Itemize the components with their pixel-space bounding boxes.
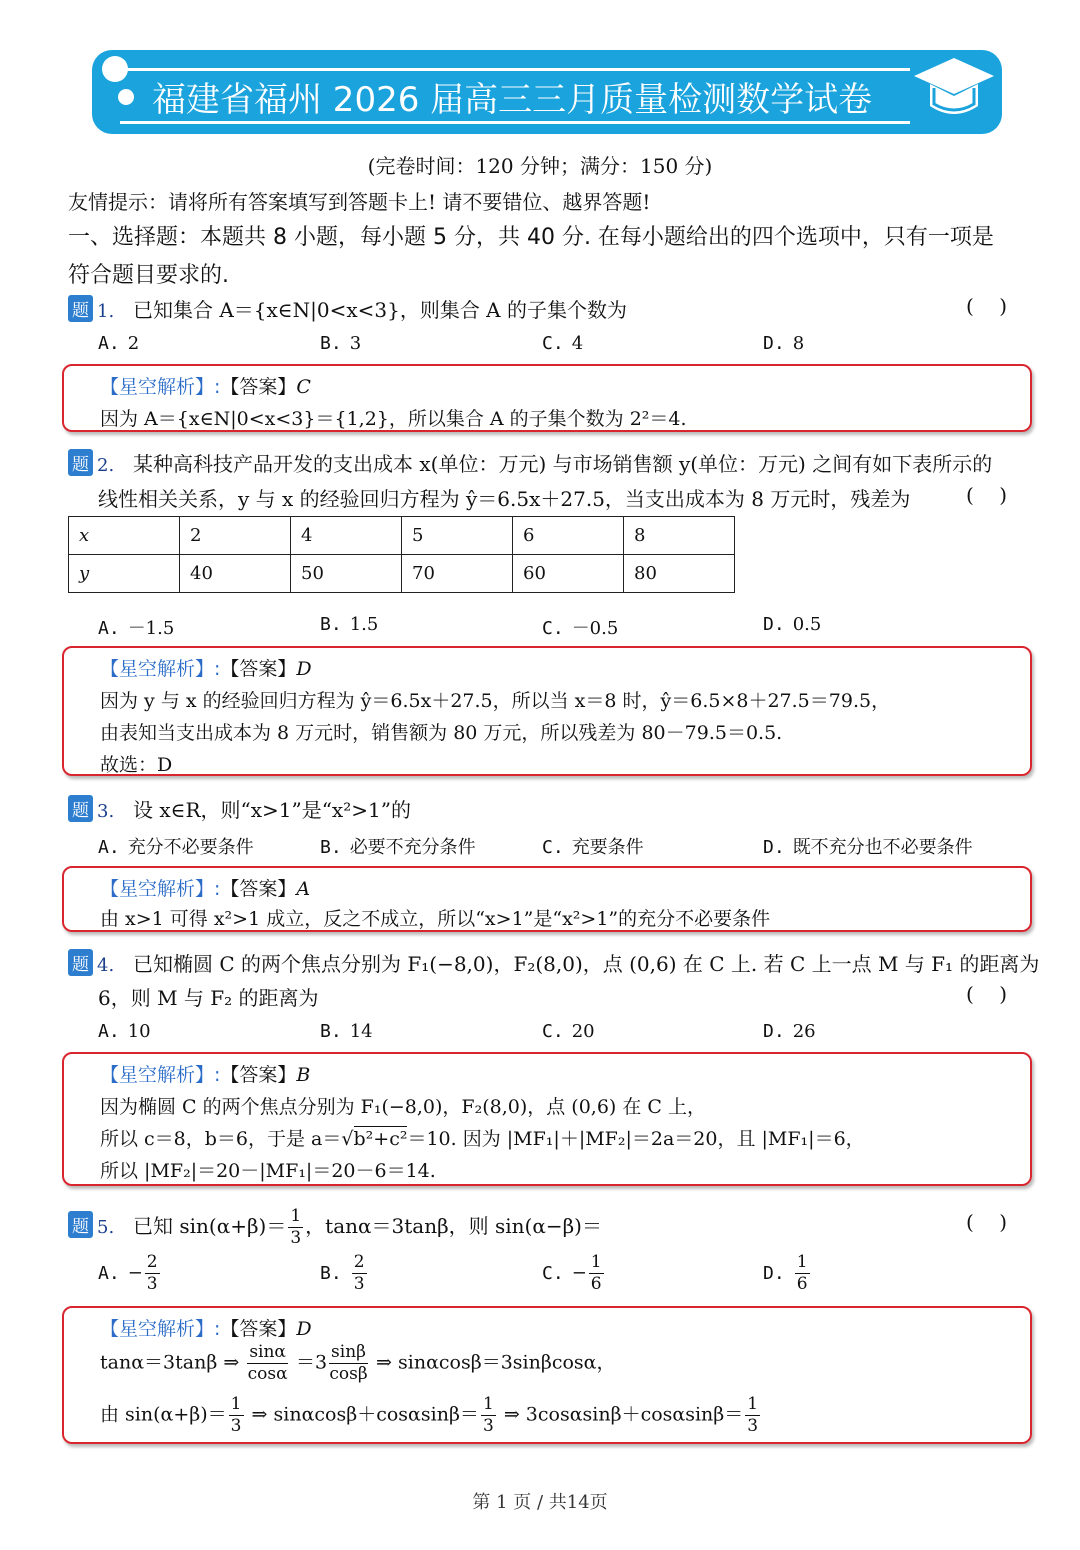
option-b: B. 必要不充分条件 — [320, 837, 476, 858]
table-row — [69, 517, 735, 555]
section-heading: 一、选择题：本题共 8 小题，每小题 5 分，共 40 分. 在每小题给出的四个选项中，只有一项是 — [68, 225, 994, 250]
option-b: B. $\frac{2}{3}$ — [320, 1252, 365, 1294]
title-banner — [92, 50, 1002, 134]
solution-line: 因为 A＝{x∈N|0<x<3}＝{1,2}，所以集合 A 的子集个数为 2²＝4. — [100, 408, 687, 430]
solution-header: 【星空解析】:【答案】B — [100, 1064, 311, 1086]
section-heading-cont: 符合题目要求的. — [68, 263, 229, 288]
solution-line: 由表知当支出成本为 8 万元时，销售额为 80 万元，所以残差为 80－79.5＝0.5. — [100, 722, 783, 744]
exam-info: (完卷时间：120 分钟；满分：150 分) — [367, 154, 713, 178]
table-cell: y — [69, 555, 180, 593]
banner-dot — [102, 56, 128, 82]
question-number: 3. — [97, 801, 115, 822]
banner-line — [120, 121, 910, 124]
option-a: A. 10 — [98, 1021, 151, 1042]
question-number: 4. — [97, 955, 115, 976]
option-a: A. 充分不必要条件 — [98, 837, 254, 858]
option-c: C. 充要条件 — [542, 837, 644, 858]
solution-line: 由 x>1 可得 x²>1 成立，反之不成立，所以“x>1”是“x²>1”的充分不必要条件 — [100, 908, 771, 930]
table-cell: 50 — [291, 555, 402, 593]
solution-line: 所以 c＝8，b＝6，于是 a＝√b²+c²＝10. 因为 |MF₁|＋|MF₂|＝2a＝20，且 |MF₁|＝6， — [100, 1128, 865, 1150]
question-4 — [68, 948, 1039, 977]
solution-box — [62, 646, 1032, 776]
solution-box — [62, 866, 1032, 932]
option-c: C. − $\frac{1}{6}$ — [542, 1252, 602, 1294]
solution-box — [62, 1052, 1032, 1186]
table-cell: 40 — [180, 555, 291, 593]
option-a: A. 2 — [98, 333, 140, 354]
option-d: D. 0.5 — [763, 614, 822, 635]
solution-line: 所以 |MF₂|＝20－|MF₁|＝20－6＝14. — [100, 1160, 436, 1182]
banner-dot — [118, 89, 134, 105]
question-5 — [68, 1208, 602, 1247]
question-stem: 某种高科技产品开发的支出成本 x(单位：万元) 与市场销售额 y(单位：万元) 之间有如下表所示的 — [133, 452, 993, 476]
option-b: B. 1.5 — [320, 614, 379, 635]
option-c: C. 4 — [542, 333, 584, 354]
banner-line — [120, 68, 910, 71]
page-footer: 第 1 页 / 共14页 — [472, 1492, 608, 1513]
table-cell: 70 — [402, 555, 513, 593]
option-a: A. − $\frac{2}{3}$ — [98, 1252, 158, 1294]
solution-line: 因为椭圆 C 的两个焦点分别为 F₁(−8,0)，F₂(8,0)，点 (0,6) 在 C 上， — [100, 1096, 706, 1118]
table-row — [69, 555, 735, 593]
fraction: $\frac{1}{3}$ — [290, 1206, 302, 1248]
table-cell: 6 — [513, 517, 624, 555]
question-3 — [68, 794, 411, 823]
question-stem: ，tanα＝3tanβ，则 sin(α−β)＝ — [305, 1214, 602, 1238]
table-cell: 80 — [624, 555, 735, 593]
option-c: C. 20 — [542, 1021, 595, 1042]
table-cell: x — [69, 517, 180, 555]
question-stem: 设 x∈R，则“x>1”是“x²>1”的 — [133, 798, 411, 822]
option-b: B. 14 — [320, 1021, 373, 1042]
graduation-cap-icon — [912, 54, 996, 128]
solution-header: 【星空解析】:【答案】D — [100, 658, 312, 680]
table-cell: 5 — [402, 517, 513, 555]
question-badge: 题 — [68, 449, 93, 476]
question-2 — [68, 448, 992, 477]
option-d: D. 8 — [763, 333, 805, 354]
question-1 — [68, 294, 627, 323]
question-stem: 已知椭圆 C 的两个焦点分别为 F₁(−8,0)，F₂(8,0)，点 (0,6) 在 C 上. 若 C 上一点 M 与 F₁ 的距离为 — [133, 952, 1040, 976]
page-title: 福建省福州 2026 届高三三月质量检测数学试卷 — [152, 80, 873, 120]
table-cell: 4 — [291, 517, 402, 555]
question-badge: 题 — [68, 795, 93, 822]
solution-line: 由 sin(α+β)＝ $\frac{1}{3}$ ⇒ sinαcosβ＋cosαsinβ＝ $\frac{1}{3}$ ⇒ 3cosαsinβ＋cosαsinβ＝ $\frac{1}{3}$ — [100, 1394, 759, 1436]
answer-paren: ( ) — [966, 1210, 1008, 1234]
option-d: D. 26 — [763, 1021, 816, 1042]
solution-line: 因为 y 与 x 的经验回归方程为 ŷ＝6.5x＋27.5，所以当 x＝8 时，ŷ＝6.5×8＋27.5＝79.5， — [100, 690, 891, 712]
question-badge: 题 — [68, 295, 93, 322]
question-badge: 题 — [68, 949, 93, 976]
solution-header: 【星空解析】:【答案】C — [100, 376, 311, 398]
table-cell: 60 — [513, 555, 624, 593]
question-stem-cont: 6，则 M 与 F₂ 的距离为 — [98, 986, 319, 1010]
solution-header: 【星空解析】:【答案】A — [100, 878, 311, 900]
solution-header: 【星空解析】:【答案】D — [100, 1318, 312, 1340]
question-badge: 题 — [68, 1211, 93, 1238]
question-stem-cont: 线性相关关系，y 与 x 的经验回归方程为 ŷ＝6.5x＋27.5，当支出成本为 8 万元时，残差为 — [98, 487, 911, 511]
option-d: D. 既不充分也不必要条件 — [763, 837, 973, 858]
option-a: A. －1.5 — [98, 618, 175, 639]
answer-paren: ( ) — [966, 982, 1008, 1006]
question-stem: 已知集合 A＝{x∈N|0<x<3}，则集合 A 的子集个数为 — [133, 298, 627, 322]
solution-line: 故选：D — [100, 754, 173, 776]
table-cell: 8 — [624, 517, 735, 555]
option-c: C. －0.5 — [542, 618, 619, 639]
solution-box — [62, 364, 1032, 432]
answer-paren: ( ) — [966, 294, 1008, 318]
table-cell: 2 — [180, 517, 291, 555]
question-number: 5. — [97, 1217, 115, 1238]
option-b: B. 3 — [320, 333, 362, 354]
option-d: D. $\frac{1}{6}$ — [763, 1252, 808, 1294]
question-number: 2. — [97, 455, 115, 476]
question-stem: 已知 sin(α+β)＝ — [133, 1214, 287, 1238]
solution-line: tanα＝3tanβ ⇒ $\frac{\sin\alpha}{\cos\alpha}$ ＝3 $\frac{\sin\beta}{\cos\beta}$ ⇒ sinαcosβ＝3sinβcosα， — [100, 1342, 616, 1384]
question-number: 1. — [97, 301, 115, 322]
solution-box — [62, 1306, 1032, 1444]
data-table — [68, 516, 735, 593]
tip-text: 友情提示：请将所有答案填写到答题卡上! 请不要错位、越界答题! — [68, 190, 651, 214]
answer-paren: ( ) — [966, 483, 1008, 507]
